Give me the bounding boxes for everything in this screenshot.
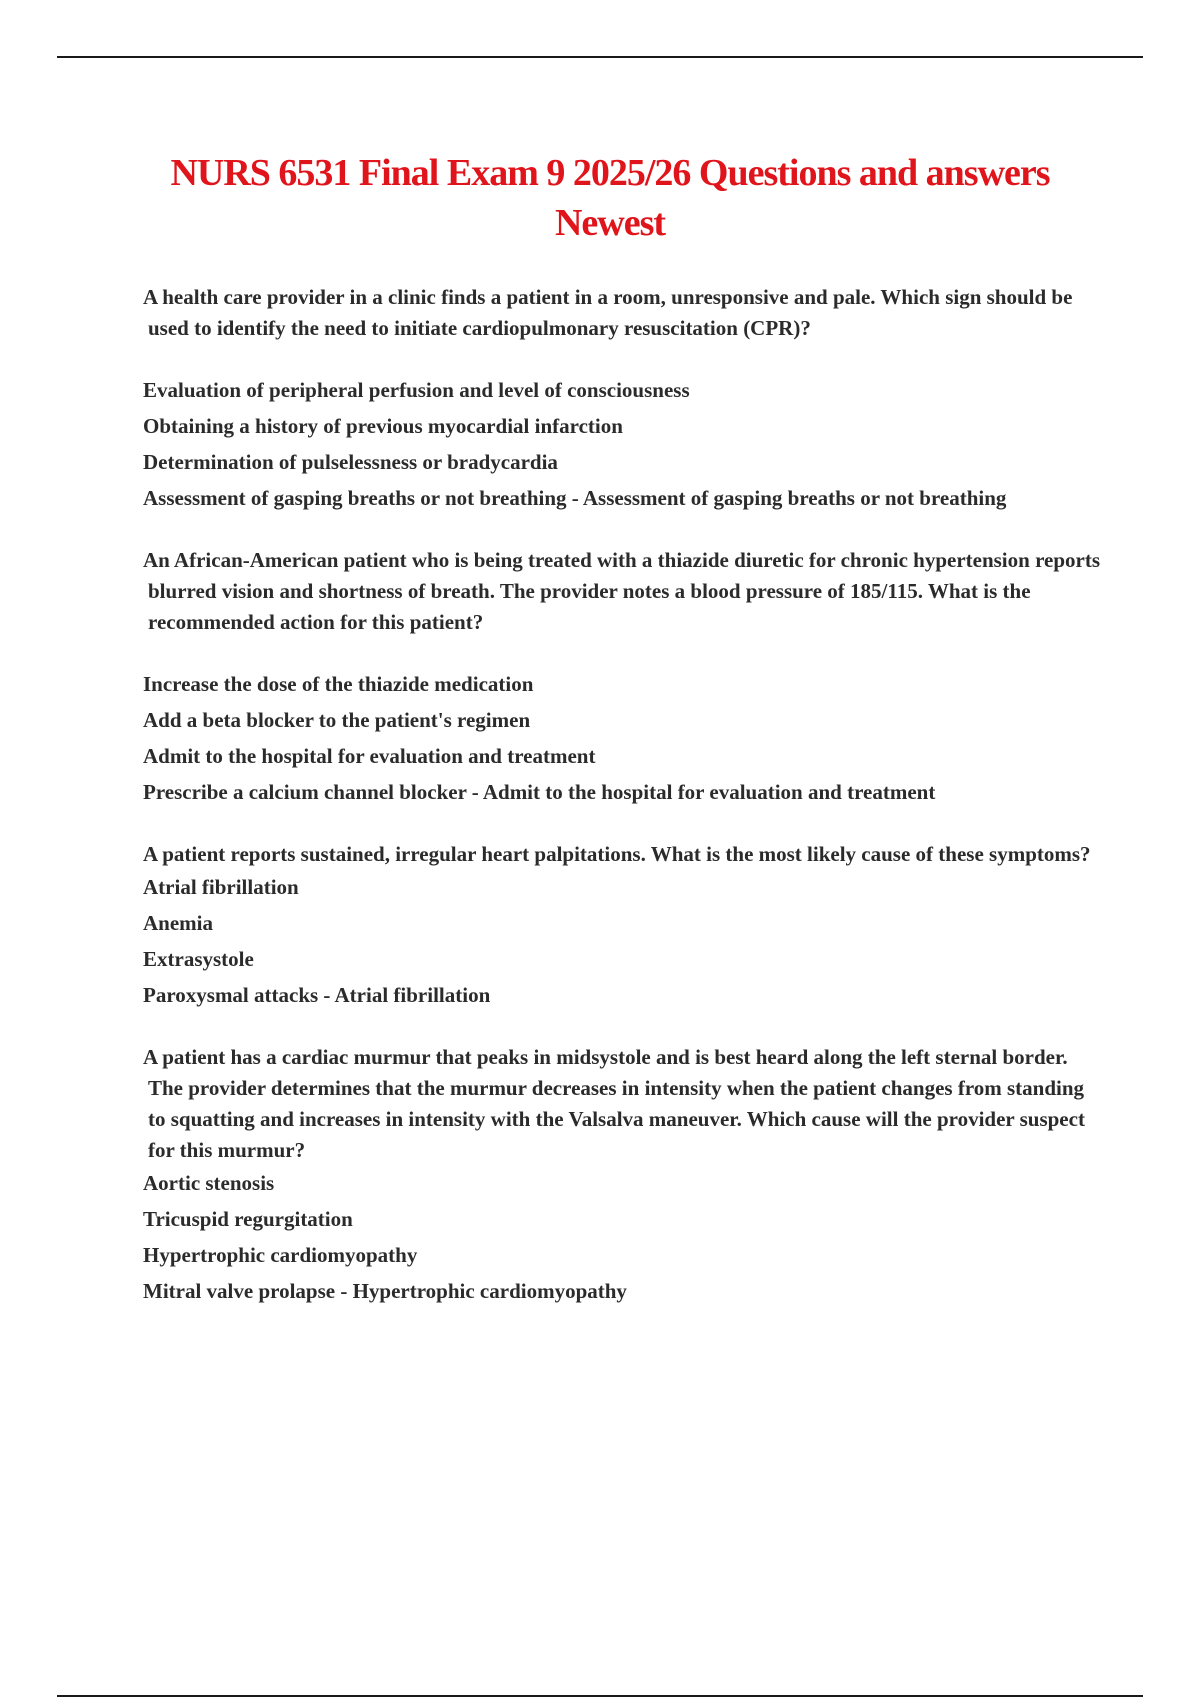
answer-option: Assessment of gasping breaths or not breathing - Assessment of gasping breaths or not breathing — [143, 486, 1007, 510]
question-text: A patient has a cardiac murmur that peaks in midsystole and is best heard along the left sternal border. The provider determines that the murmur decreases in intensity when the patient changes from standing to squatting and increases in intensity with the Valsalva maneuver. Which cause will the provider suspect for this murmur? — [143, 1045, 1085, 1162]
questions-list — [143, 282, 1103, 1338]
bottom-rule — [57, 1695, 1143, 1697]
question-text: A patient reports sustained, irregular heart palpitations. What is the most likely cause of these symptoms? — [143, 842, 1091, 866]
question-text: A health care provider in a clinic finds a patient in a room, unresponsive and pale. Which sign should be used to identify the need to initiate cardiopulmonary resuscitation (CPR)? — [143, 285, 1073, 340]
answer-option: Anemia — [143, 911, 213, 935]
answer-option: Determination of pulselessness or bradycardia — [143, 450, 558, 474]
answer-option: Add a beta blocker to the patient's regimen — [143, 708, 531, 732]
answer-option: Aortic stenosis — [143, 1171, 275, 1195]
answer-option: Prescribe a calcium channel blocker - Admit to the hospital for evaluation and treatment — [143, 780, 936, 804]
answer-options — [143, 1168, 1103, 1307]
answer-option: Evaluation of peripheral perfusion and level of consciousness — [143, 378, 690, 402]
question-block-4 — [143, 1042, 1103, 1307]
title-line-2: Newest — [554, 202, 666, 244]
document-title — [130, 148, 1090, 248]
answer-options — [143, 872, 1103, 1011]
question-block-2 — [143, 545, 1103, 808]
answer-options — [143, 375, 1103, 514]
answer-option: Paroxysmal attacks - Atrial fibrillation — [143, 983, 491, 1007]
answer-options — [143, 669, 1103, 808]
answer-option: Increase the dose of the thiazide medication — [143, 672, 534, 696]
answer-option: Extrasystole — [143, 947, 254, 971]
question-text: An African-American patient who is being treated with a thiazide diuretic for chronic hypertension reports blurred vision and shortness of breath. The provider notes a blood pressure of 185/115. What is the recommended action for this patient? — [143, 548, 1100, 634]
answer-option: Obtaining a history of previous myocardial infarction — [143, 414, 623, 438]
question-block-1 — [143, 282, 1103, 514]
answer-option: Atrial fibrillation — [143, 875, 299, 899]
top-rule — [57, 56, 1143, 58]
answer-option: Tricuspid regurgitation — [143, 1207, 353, 1231]
answer-option: Hypertrophic cardiomyopathy — [143, 1243, 418, 1267]
answer-option: Admit to the hospital for evaluation and treatment — [143, 744, 596, 768]
answer-option: Mitral valve prolapse - Hypertrophic cardiomyopathy — [143, 1279, 627, 1303]
question-block-3 — [143, 839, 1103, 1011]
title-line-1: NURS 6531 Final Exam 9 2025/26 Questions and answers — [170, 152, 1050, 194]
